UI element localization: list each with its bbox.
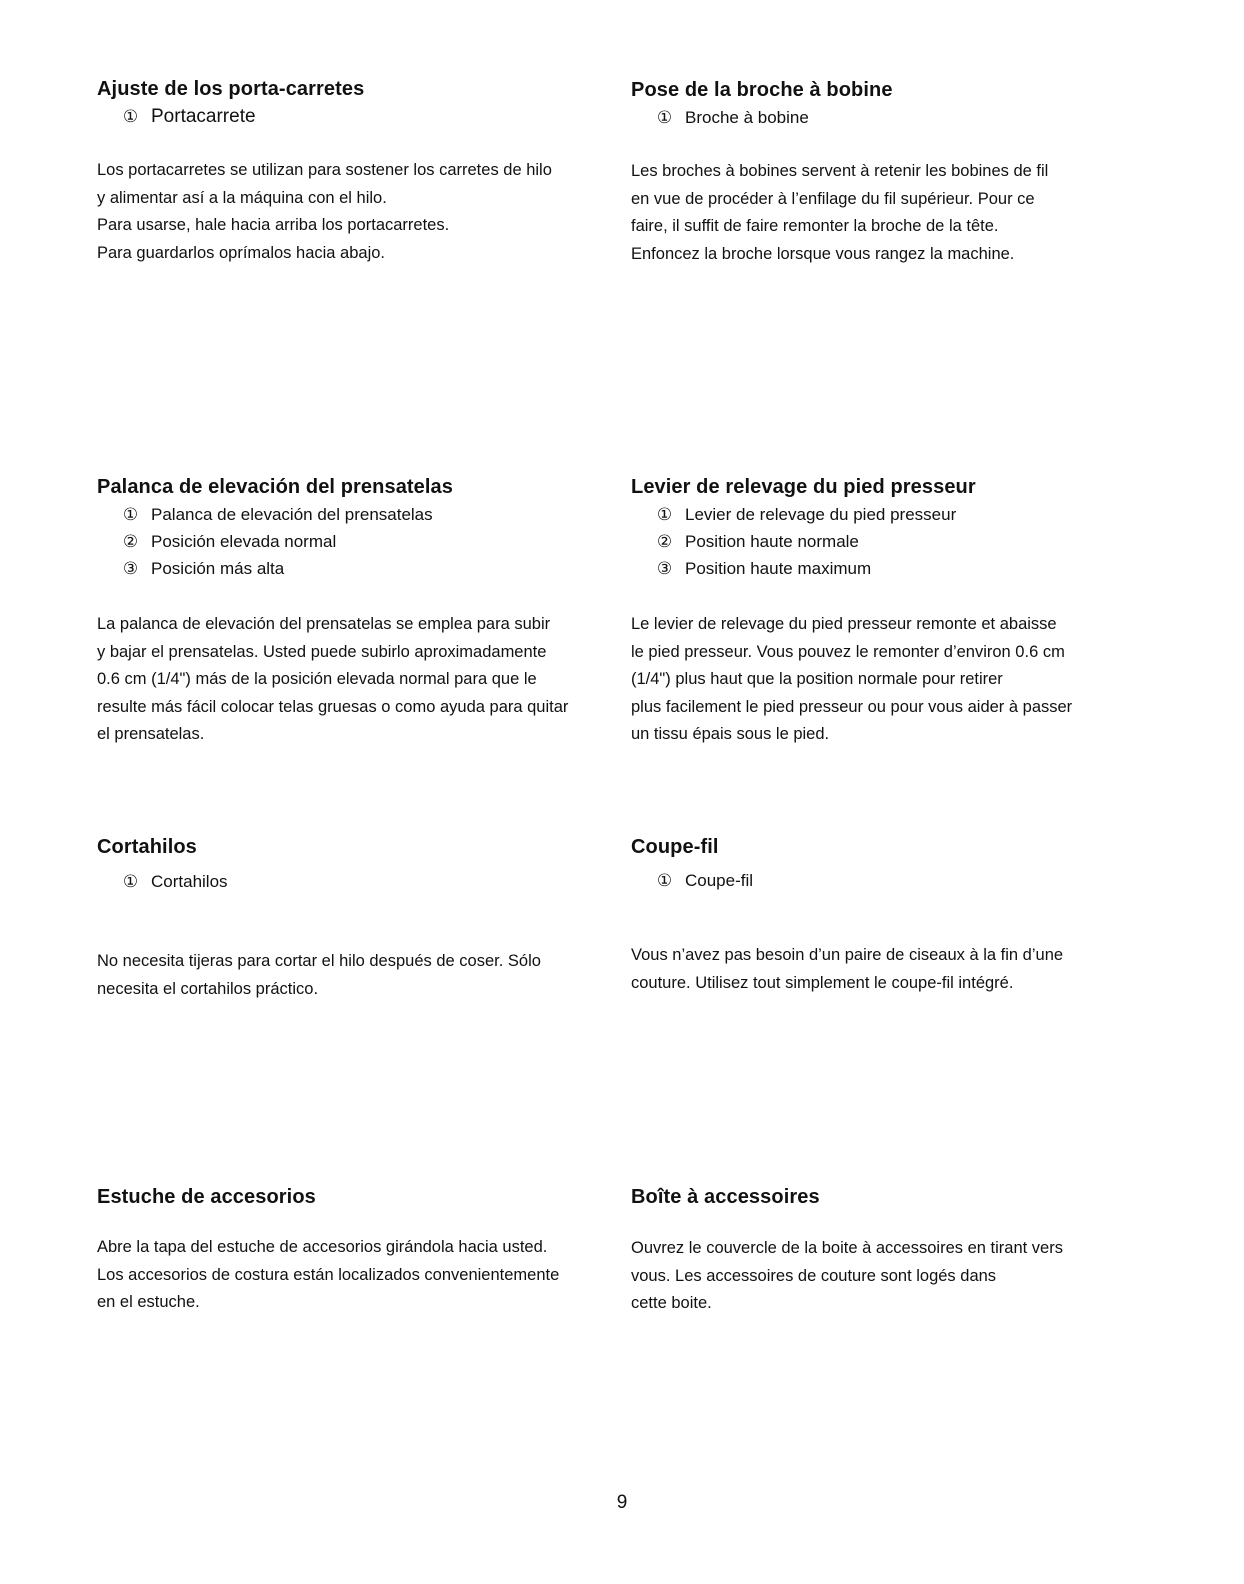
body-line: Les broches à bobines servent à retenir les bobines de fil bbox=[631, 162, 1049, 180]
part-number: ① bbox=[122, 107, 139, 126]
part-label: Position haute normale bbox=[685, 532, 859, 551]
part-item bbox=[654, 104, 1131, 131]
section-heading: Levier de relevage du pied presseur bbox=[631, 476, 976, 498]
body-line: faire, il suffit de faire remonter la broche de la tête. bbox=[631, 217, 999, 235]
body-line: Los portacarretes se utilizan para sostener los carretes de hilo bbox=[97, 161, 552, 179]
body-line: No necesita tijeras para cortar el hilo después de coser. Sólo bbox=[97, 952, 541, 970]
body-line: un tissu épais sous le pied. bbox=[631, 725, 830, 743]
body-line: Ouvrez le couvercle de la boite à accessoires en tirant vers bbox=[631, 1239, 1063, 1257]
parts-list bbox=[631, 104, 1131, 131]
body-line: Para usarse, hale hacia arriba los portacarretes. bbox=[97, 216, 450, 234]
section-heading: Ajuste de los porta-carretes bbox=[97, 78, 365, 100]
part-item bbox=[120, 868, 597, 895]
part-item bbox=[120, 501, 597, 528]
section-body bbox=[97, 948, 597, 1003]
body-line: La palanca de elevación del prensatelas se emplea para subir bbox=[97, 615, 551, 633]
part-number: ② bbox=[122, 532, 139, 551]
parts-list bbox=[97, 501, 597, 582]
body-line: Los accesorios de costura están localizados convenientemente bbox=[97, 1265, 560, 1284]
body-line: el prensatelas. bbox=[97, 725, 205, 743]
parts-list bbox=[97, 868, 597, 895]
part-item bbox=[120, 528, 597, 555]
section-spool-pin-fr bbox=[631, 78, 1131, 268]
section-heading: Coupe-fil bbox=[631, 836, 719, 858]
body-line: vous. Les accessoires de couture sont logés dans bbox=[631, 1266, 997, 1285]
part-label: Cortahilos bbox=[151, 872, 228, 891]
section-spool-pin-es bbox=[97, 77, 597, 267]
section-accessory-box-fr bbox=[631, 1185, 1131, 1318]
parts-list bbox=[631, 867, 1131, 894]
body-line: Para guardarlos oprímalos hacia abajo. bbox=[97, 243, 386, 262]
section-body bbox=[631, 158, 1131, 268]
body-line: cette boite. bbox=[631, 1294, 712, 1312]
body-line: y alimentar así a la máquina con el hilo. bbox=[97, 188, 387, 207]
section-body bbox=[97, 611, 597, 749]
section-accessory-box-es bbox=[97, 1185, 597, 1317]
body-line: couture. Utilisez tout simplement le coupe-fil intégré. bbox=[631, 973, 1014, 992]
part-number: ③ bbox=[122, 559, 139, 578]
part-label: Palanca de elevación del prensatelas bbox=[151, 505, 433, 524]
section-body bbox=[97, 157, 597, 267]
section-body bbox=[631, 1235, 1131, 1318]
part-number: ① bbox=[656, 108, 673, 127]
section-presser-lifter-es bbox=[97, 475, 597, 749]
body-line: Vous n’avez pas besoin d’un paire de ciseaux à la fin d’une bbox=[631, 946, 1064, 964]
body-line: y bajar el prensatelas. Usted puede subirlo aproximadamente bbox=[97, 642, 547, 661]
part-label: Posición elevada normal bbox=[151, 532, 337, 551]
part-number: ② bbox=[656, 532, 673, 551]
body-line: le pied presseur. Vous pouvez le remonter d’environ 0.6 cm bbox=[631, 642, 1065, 661]
section-presser-lifter-fr bbox=[631, 475, 1131, 749]
part-label: Portacarrete bbox=[151, 106, 256, 127]
body-line: resulte más fácil colocar telas gruesas o como ayuda para quitar bbox=[97, 697, 569, 716]
body-line: en vue de procéder à l’enfilage du fil supérieur. Pour ce bbox=[631, 189, 1035, 208]
part-item bbox=[120, 555, 597, 582]
part-item bbox=[654, 501, 1131, 528]
part-item bbox=[654, 528, 1131, 555]
section-heading: Estuche de accesorios bbox=[97, 1186, 316, 1208]
part-number: ③ bbox=[656, 559, 673, 578]
part-number: ① bbox=[656, 505, 673, 524]
section-thread-cutter-es bbox=[97, 835, 597, 1003]
body-line: 0.6 cm (1/4") más de la posición elevada normal para que le bbox=[97, 670, 537, 688]
part-number: ① bbox=[656, 871, 673, 890]
section-heading: Boîte à accessoires bbox=[631, 1186, 820, 1208]
parts-list bbox=[631, 501, 1131, 582]
part-label: Posición más alta bbox=[151, 559, 285, 578]
section-body bbox=[631, 942, 1131, 997]
part-number: ① bbox=[122, 505, 139, 524]
section-body bbox=[97, 1234, 597, 1317]
part-number: ① bbox=[122, 872, 139, 891]
part-label: Position haute maximum bbox=[685, 559, 872, 578]
part-label: Broche à bobine bbox=[685, 108, 809, 127]
section-body bbox=[631, 611, 1131, 749]
section-heading: Palanca de elevación del prensatelas bbox=[97, 476, 454, 498]
page-number: 9 bbox=[616, 1492, 628, 1513]
section-thread-cutter-fr bbox=[631, 835, 1131, 997]
body-line: Enfoncez la broche lorsque vous rangez la machine. bbox=[631, 244, 1015, 263]
body-line: plus facilement le pied presseur ou pour vous aider à passer bbox=[631, 697, 1073, 716]
section-heading: Pose de la broche à bobine bbox=[631, 79, 893, 101]
part-label: Coupe-fil bbox=[685, 871, 754, 890]
part-label: Levier de relevage du pied presseur bbox=[685, 505, 957, 524]
body-line: en el estuche. bbox=[97, 1293, 200, 1311]
body-line: Le levier de relevage du pied presseur remonte et abaisse bbox=[631, 615, 1057, 633]
body-line: necesita el cortahilos práctico. bbox=[97, 979, 319, 998]
body-line: Abre la tapa del estuche de accesorios girándola hacia usted. bbox=[97, 1238, 548, 1256]
section-heading: Cortahilos bbox=[97, 836, 197, 858]
part-item bbox=[120, 103, 597, 130]
part-item bbox=[654, 867, 1131, 894]
body-line: (1/4") plus haut que la position normale pour retirer bbox=[631, 670, 1003, 688]
part-item bbox=[654, 555, 1131, 582]
parts-list bbox=[97, 103, 597, 130]
